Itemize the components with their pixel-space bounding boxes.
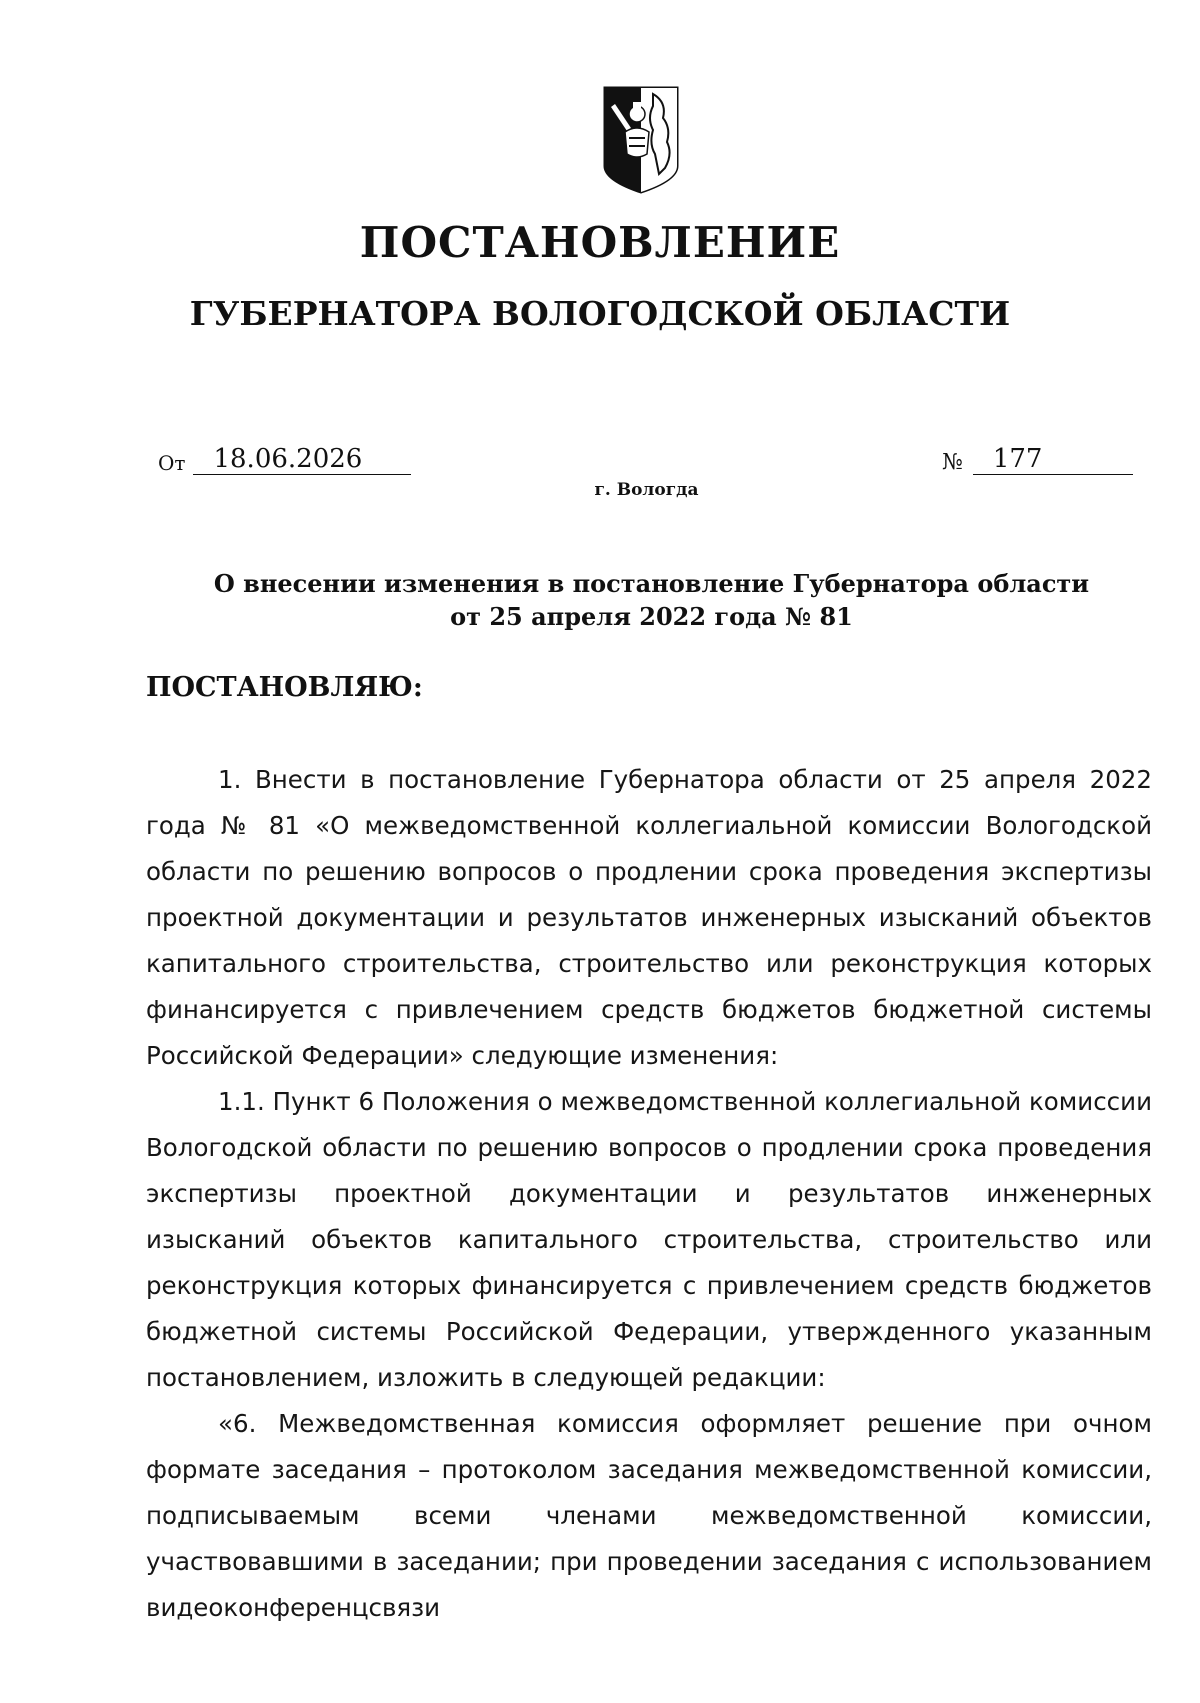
issuer-subtitle: ГУБЕРНАТОРА ВОЛОГОДСКОЙ ОБЛАСТИ bbox=[189, 294, 1011, 333]
paragraph-quote-6: «6. Межведомственная комиссия оформляет решение при очном формате заседания – протоколом заседания межведомственной комиссии, подписываемым всеми членами межведомственной комиссии, участвовавшими в заседании; при проведении заседания с использованием видеоконференцсвязи bbox=[146, 1409, 1152, 1622]
resolve-clause: ПОСТАНОВЛЯЮ: bbox=[146, 672, 423, 703]
paragraph-1-1: 1.1. Пункт 6 Положения о межведомственной коллегиальной комиссии Вологодской области по решению вопросов о продлении срока проведения экспертизы проектной документации и результатов инженерных изысканий объектов капитального строительства, строительство или реконструкция которых финансируется с привлечением средств бюджетов бюджетной системы Российской Федерации, утвержденного указанным постановлением, изложить в следующей редакции: bbox=[146, 1087, 1152, 1392]
number-label: № bbox=[942, 450, 963, 475]
heading-line-2: от 25 апреля 2022 года № 81 bbox=[450, 602, 853, 631]
date-value: 18.06.2026 bbox=[193, 444, 411, 475]
date-field bbox=[158, 444, 411, 475]
number-field bbox=[942, 444, 1133, 475]
document-title: ПОСТАНОВЛЕНИЕ bbox=[359, 218, 841, 267]
date-label: От bbox=[158, 451, 186, 475]
number-value: 177 bbox=[973, 444, 1133, 475]
vologda-coat-of-arms-icon bbox=[601, 84, 681, 196]
city-label: г. Вологда bbox=[594, 480, 699, 500]
heading-line-1: О внесении изменения в постановление Губернатора области bbox=[213, 569, 1090, 598]
paragraph-1: 1. Внести в постановление Губернатора области от 25 апреля 2022 года № 81 «О межведомственной коллегиальной комиссии Вологодской области по решению вопросов о продлении срока проведения экспертизы проектной документации и результатов инженерных изысканий объектов капитального строительства, строительство или реконструкция которых финансируется с привлечением средств бюджетов бюджетной системы Российской Федерации» следующие изменения: bbox=[146, 765, 1152, 1070]
document-body bbox=[146, 757, 1152, 1631]
document-heading bbox=[150, 567, 1153, 633]
